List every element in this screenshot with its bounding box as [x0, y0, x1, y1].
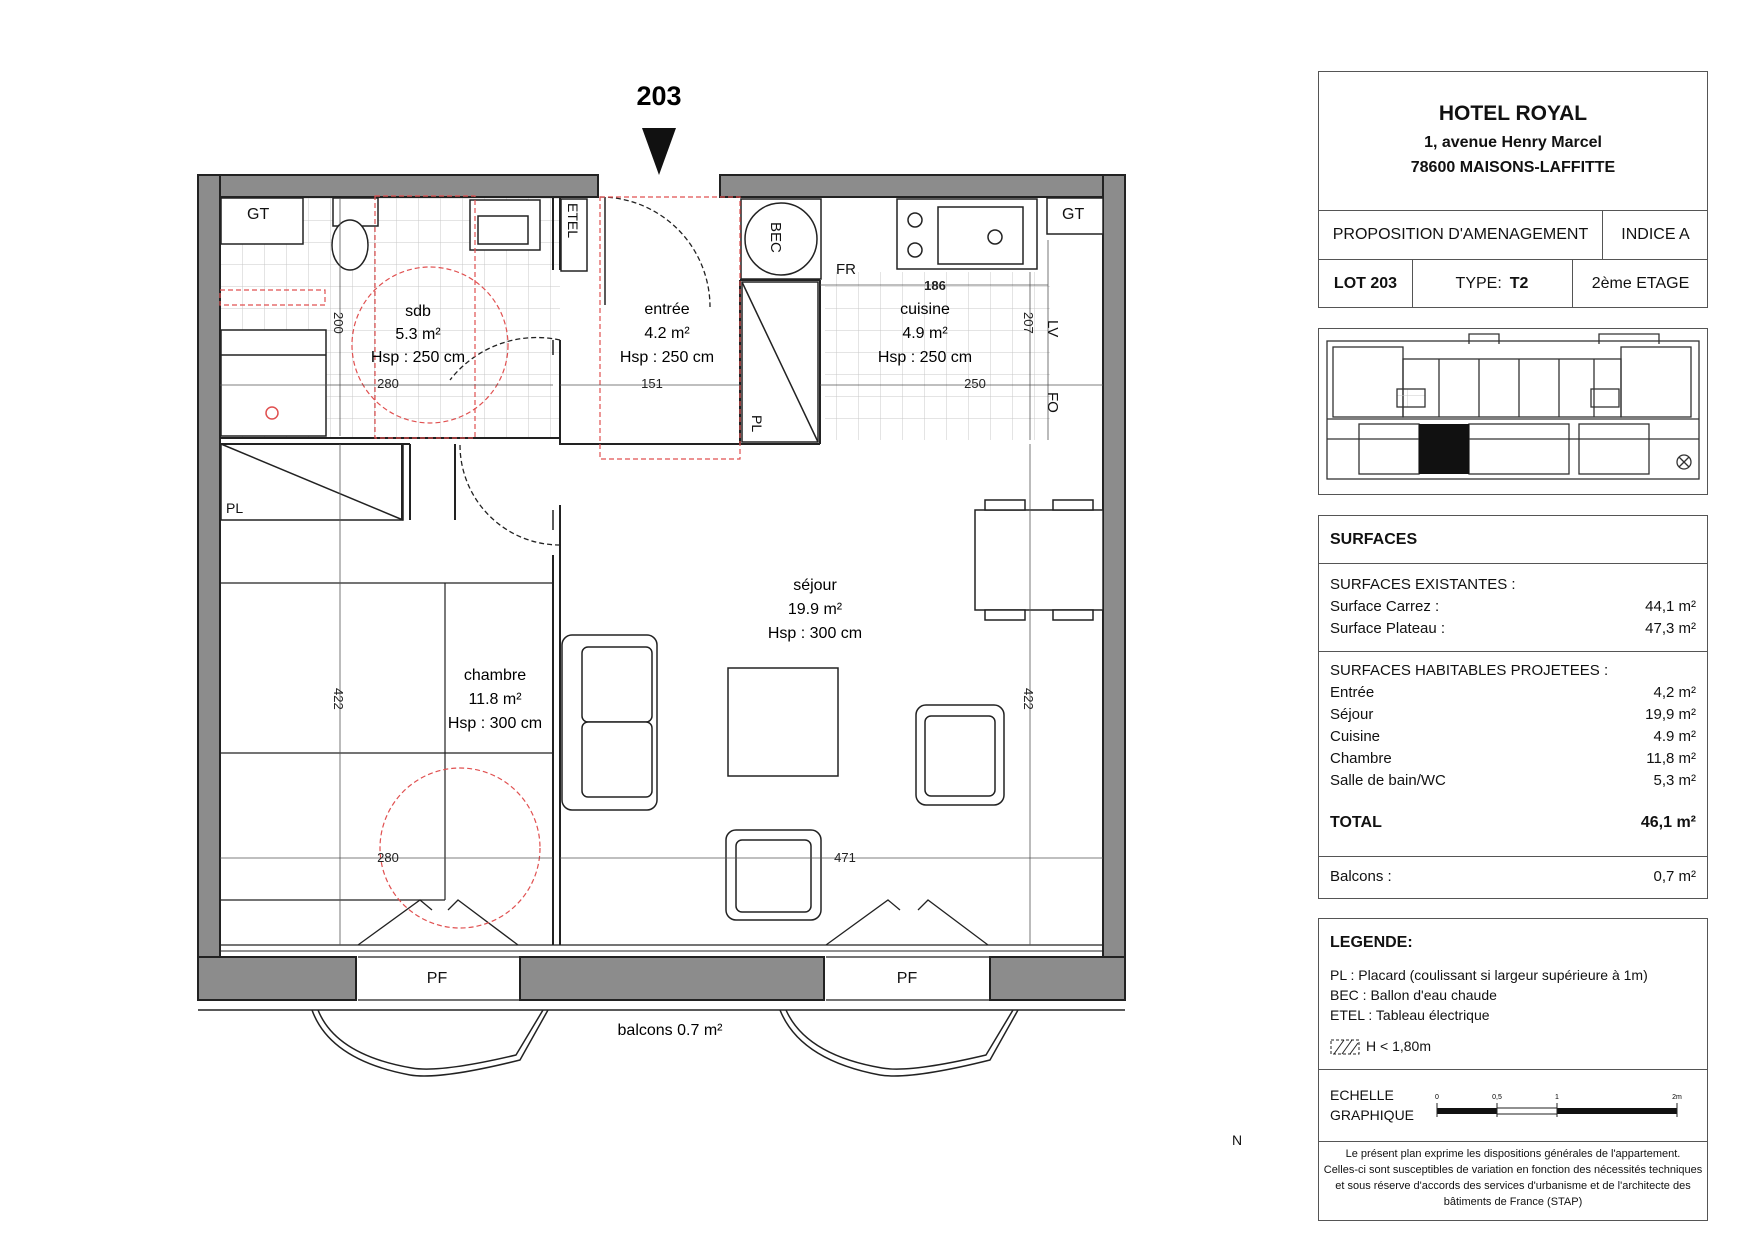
svg-text:entrée: entrée — [644, 301, 690, 318]
pf-label-right: PF — [896, 970, 918, 987]
dim-186: 186 — [924, 278, 946, 293]
type-label: TYPE: — [1455, 274, 1502, 292]
disclaimer-line-2: Celles-ci sont susceptibles de variation en fonction des nécessités techniques — [1323, 1164, 1703, 1176]
scale-tick-0: 0 — [1435, 1094, 1439, 1101]
pl-label-bed: PL — [226, 500, 244, 516]
lot-arrow-icon — [642, 128, 676, 175]
pf-label-left: PF — [426, 970, 448, 987]
lot-marker-label: 203 — [636, 81, 682, 111]
dim-422-right: 422 — [1021, 688, 1036, 710]
dim-200: 200 — [331, 312, 346, 334]
north-label-text: N — [1232, 1132, 1243, 1148]
svg-text:Hsp : 250 cm: Hsp : 250 cm — [877, 349, 973, 366]
existing-row-plateau: Surface Plateau : 47,3 m² — [1330, 620, 1696, 637]
legend-title: LEGENDE: — [1330, 934, 1413, 951]
projected-row-sdb: Salle de bain/WC 5,3 m² — [1330, 772, 1696, 789]
svg-text:Hsp : 250 cm: Hsp : 250 cm — [619, 349, 715, 366]
fo-label: FO — [1044, 392, 1061, 413]
key-plan-drawing — [1319, 329, 1707, 494]
proposition-label: PROPOSITION D'AMENAGEMENT — [1332, 225, 1589, 243]
hatch-swatch-icon — [1330, 1039, 1360, 1055]
svg-text:sdb: sdb — [405, 303, 431, 320]
graphic-scale-bar — [1429, 1089, 1689, 1129]
selected-lot-marker — [1419, 424, 1469, 474]
disclaimer-line-4: bâtiments de France (STAP) — [1443, 1196, 1583, 1208]
dim-422-left: 422 — [331, 688, 346, 710]
dim-207: 207 — [1021, 312, 1036, 334]
svg-text:19.9 m²: 19.9 m² — [787, 601, 843, 618]
scale-tick-05: 0,5 — [1492, 1094, 1502, 1101]
legend-panel — [1318, 918, 1708, 1221]
scale-title-1: ECHELLE — [1330, 1087, 1394, 1103]
svg-text:chambre: chambre — [463, 667, 527, 684]
disclaimer-line-3: et sous réserve d'accords des services d'urbanisme et de l'architecte des — [1335, 1180, 1691, 1192]
existing-row-carrez: Surface Carrez : 44,1 m² — [1330, 598, 1696, 615]
svg-text:5.3 m²: 5.3 m² — [395, 326, 441, 343]
dim-471: 471 — [834, 850, 856, 865]
legend-item-etel: ETEL : Tableau électrique — [1330, 1007, 1490, 1023]
total-row: TOTAL 46,1 m² — [1330, 814, 1696, 831]
living-furniture — [562, 500, 1103, 920]
key-plan — [1318, 328, 1708, 495]
projected-title: SURFACES HABITABLES PROJETEES : — [1330, 662, 1609, 679]
scale-title-2: GRAPHIQUE — [1330, 1107, 1415, 1123]
address-line-2: 78600 MAISONS-LAFFITTE — [1410, 159, 1616, 176]
address-line-1: 1, avenue Henry Marcel — [1424, 134, 1602, 151]
room-label-entree — [620, 301, 714, 366]
existing-title: SURFACES EXISTANTES : — [1330, 576, 1516, 593]
legend-item-bec: BEC : Ballon d'eau chaude — [1330, 987, 1497, 1003]
type-cell — [1412, 259, 1572, 308]
bedroom-closet — [221, 444, 403, 520]
title-block — [1318, 71, 1708, 308]
balcony-label: balcons 0.7 m² — [617, 1022, 723, 1039]
dim-280-bottom: 280 — [377, 850, 399, 865]
surfaces-panel — [1318, 515, 1708, 899]
projected-row-entree: Entrée 4,2 m² — [1330, 684, 1696, 701]
svg-text:cuisine: cuisine — [900, 301, 950, 318]
gt-label-right: GT — [1062, 206, 1085, 223]
hotel-name: HOTEL ROYAL — [1438, 102, 1588, 125]
floor-label: 2ème ETAGE — [1591, 274, 1690, 292]
dim-280-top: 280 — [377, 376, 399, 391]
svg-text:4.9 m²: 4.9 m² — [902, 325, 948, 342]
legend-hatch-label: H < 1,80m — [1366, 1038, 1431, 1054]
etel-label: ETEL — [565, 203, 581, 239]
svg-text:Hsp : 300 cm: Hsp : 300 cm — [767, 625, 863, 642]
svg-text:Hsp : 250 cm: Hsp : 250 cm — [370, 349, 466, 366]
scale-tick-2m: 2m — [1672, 1094, 1682, 1101]
gt-label-left: GT — [247, 206, 270, 223]
lot-number: LOT 203 — [1333, 274, 1398, 292]
surfaces-title: SURFACES — [1330, 531, 1418, 548]
svg-text:Hsp : 300 cm: Hsp : 300 cm — [447, 715, 543, 732]
disclaimer-line-1: Le présent plan exprime les dispositions générales de l'appartement. — [1345, 1148, 1681, 1160]
balcony-row: Balcons : 0,7 m² — [1330, 868, 1696, 885]
legend-item-pl: PL : Placard (coulissant si largeur supérieure à 1m) — [1330, 967, 1648, 983]
svg-text:4.2 m²: 4.2 m² — [644, 325, 690, 342]
bec-label: BEC — [767, 222, 784, 253]
type-value: T2 — [1509, 274, 1529, 292]
projected-row-sejour: Séjour 19,9 m² — [1330, 706, 1696, 723]
dim-250: 250 — [964, 376, 986, 391]
pl-label-entry: PL — [749, 415, 765, 433]
room-label-chambre — [448, 667, 542, 732]
projected-row-cuisine: Cuisine 4.9 m² — [1330, 728, 1696, 745]
indice-label: INDICE A — [1621, 225, 1690, 243]
room-label-sejour — [768, 577, 862, 642]
projected-row-chambre: Chambre 11,8 m² — [1330, 750, 1696, 767]
svg-text:11.8 m²: 11.8 m² — [468, 691, 522, 708]
balconies — [198, 1010, 1125, 1076]
scale-tick-1: 1 — [1555, 1094, 1559, 1101]
dim-151: 151 — [641, 376, 663, 391]
lv-label: LV — [1044, 320, 1061, 338]
svg-text:séjour: séjour — [793, 577, 837, 594]
kitchen-fixtures — [741, 198, 1103, 279]
fr-label: FR — [836, 261, 856, 278]
